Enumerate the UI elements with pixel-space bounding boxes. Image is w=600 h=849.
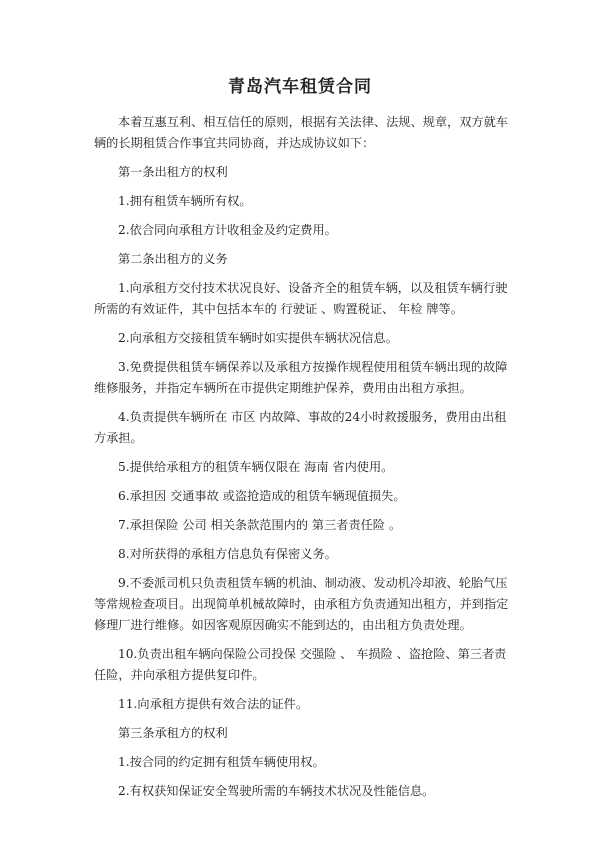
section2-item-7: 7.承担保险 公司 相关条款范围内的 第三者责任险 。	[118, 518, 402, 532]
section3-heading: 第三条承租方的权利	[118, 726, 228, 740]
section3-item-1: 1.按合同的约定拥有租赁车辆使用权。	[118, 755, 325, 769]
section2-item-4: 4.负责提供车辆所在 市区 内故障、事故的24小时救援服务，费用由出租方承担。	[94, 410, 507, 445]
section2-item-11: 11.向承租方提供有效合法的证件。	[118, 697, 309, 711]
section1-heading: 第一条出租方的权利	[118, 165, 228, 179]
document-title: 青岛汽车租赁合同	[228, 77, 372, 97]
section2-item-6: 6.承担因 交通事故 或盗抢造成的租赁车辆现值损失。	[118, 489, 406, 503]
section1-item-1: 1.拥有租赁车辆所有权。	[118, 194, 252, 208]
section2-item-3: 3.免费提供租赁车辆保养以及承租方按操作规程使用租赁车辆出现的故障维修服务，并指定车辆所在市提供定期维护保养，费用由出租方承担。	[94, 360, 508, 395]
section2-item-8: 8.对所获得的承租方信息负有保密义务。	[118, 547, 337, 561]
section2-item-9: 9.不委派司机只负责租赁车辆的机油、制动液、发动机冷却液、轮胎气压等常规检查项目。出现简单机械故障时，由承租方负责通知出租方，并到指定修理厂进行维修。如因客观原因确实不能到达的，由出租方负责处理。	[94, 576, 509, 632]
section2-item-10: 10.负责出租车辆向保险公司投保 交强险 、 车损险 、盗抢险、第三者责任险，并向承租方提供复印件。	[94, 647, 507, 682]
section2-heading: 第二条出租方的义务	[118, 252, 228, 266]
section2-item-5: 5.提供给承租方的租赁车辆仅限在 海南 省内使用。	[118, 460, 394, 474]
section1-item-2: 2.依合同向承租方计收租金及约定费用。	[118, 223, 337, 237]
section2-item-2: 2.向承租方交接租赁车辆时如实提供车辆状况信息。	[118, 331, 398, 345]
intro-paragraph: 本着互惠互利、相互信任的原则，根据有关法律、法规、规章，双方就车辆的长期租赁合作事宜共同协商，并达成协议如下：	[94, 115, 508, 150]
section2-item-1: 1.向承租方交付技术状况良好、设备齐全的租赁车辆，以及租赁车辆行驶所需的有效证件，其中包括本车的 行驶证 、购置税证、 年检 牌等。	[94, 281, 508, 316]
section3-item-2: 2.有权获知保证安全驾驶所需的车辆技术状况及性能信息。	[118, 784, 435, 798]
